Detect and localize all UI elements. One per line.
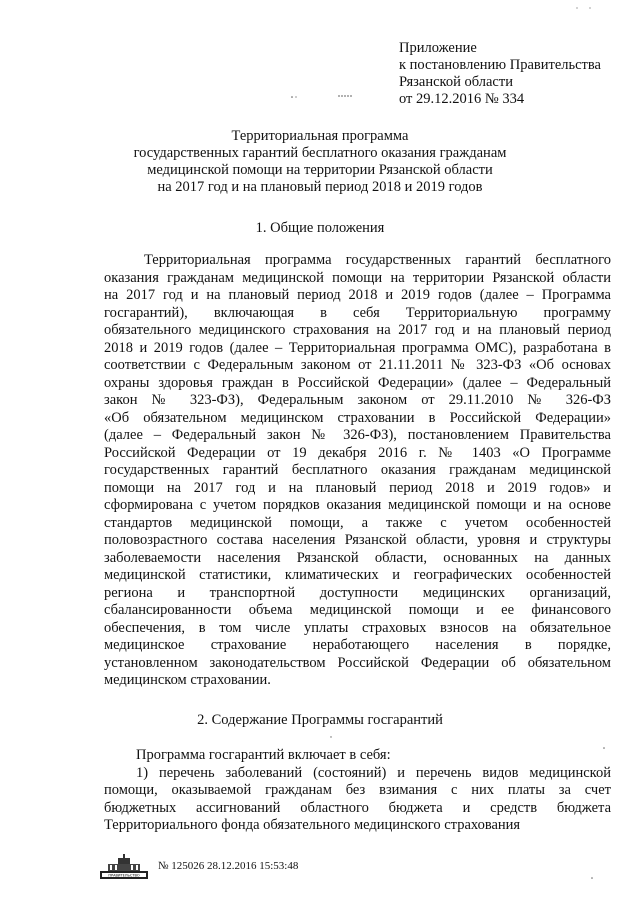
appendix-line: к постановлению Правительства — [399, 57, 601, 73]
text-line: обеспечения, в том числе уплаты страховых взносов на обязательное — [104, 619, 611, 636]
text-line: обязательного медицинского страхования на 2017 год и на плановый период — [104, 322, 611, 338]
appendix-block — [399, 40, 601, 108]
section-1-text — [104, 252, 611, 690]
text-line: медицинской статистики, климатических и географических особенностей — [104, 567, 611, 583]
text-line: «Об обязательном медицинском страховании в Российской Федерации» — [104, 409, 611, 426]
text-line: охраны здоровья граждан в Российской Федерации» (далее – Федеральный — [104, 374, 611, 391]
text-line: медицинском страховании. — [104, 672, 271, 688]
text-line: госгарантий), включающая в себя Территориальную программу — [104, 304, 611, 321]
title-line: Территориальная программа — [231, 128, 409, 144]
text-line: стандартов медицинской помощи, а также с учетом особенностей — [104, 514, 611, 531]
text-line: закон № 323-ФЗ), Федеральным законом от 29.11.2010 № 326-ФЗ — [104, 392, 611, 408]
appendix-line: Приложение — [399, 40, 477, 56]
title-line: государственных гарантий бесплатного оказания гражданам — [133, 145, 507, 161]
text-line: оказания гражданам медицинской помощи на территории Рязанской области — [104, 269, 611, 286]
text-line: 1) перечень заболеваний (состояний) и перечень видов медицинской — [136, 764, 611, 781]
section-2-heading: 2. Содержание Программы госгарантий — [197, 712, 443, 728]
text-line: региона и транспортной доступности медицинских организаций, — [104, 584, 611, 601]
text-line: государственных гарантий бесплатного оказания гражданам медицинской — [104, 462, 611, 478]
text-line: Российской Федерации от 19 декабря 2016 г. № 1403 «О Программе — [104, 444, 611, 461]
government-building-logo — [100, 853, 148, 879]
text-line: помощи на 2017 год и на плановый период 2018 и 2019 годов» и — [104, 479, 611, 496]
document-title — [100, 128, 540, 196]
logo-text: ПРАВИТЕЛЬСТВО — [108, 873, 140, 878]
title-line: на 2017 год и на плановый период 2018 и 2019 годов — [157, 179, 483, 195]
text-line: Программа госгарантий включает в себя: — [136, 747, 391, 763]
text-line: бюджетных ассигнований областного бюджета и средств бюджета — [104, 799, 611, 816]
text-line: сбалансированности объема медицинской помощи и ее финансового — [104, 602, 611, 618]
footer-stamp — [100, 852, 298, 880]
text-line: (далее – Федеральный закон № 326-ФЗ), постановлением Правительства — [104, 427, 611, 443]
text-line: сформирована с учетом порядков оказания медицинской помощи и на основе — [104, 497, 611, 513]
section-2-text — [104, 747, 611, 835]
title-line: медицинской помощи на территории Рязанской области — [147, 162, 493, 178]
text-line: на 2017 год и на плановый период 2018 и 2019 годов (далее – Программа — [104, 287, 611, 303]
text-line: заболеваемости населения Рязанской области, основанных на данных — [104, 549, 611, 566]
appendix-line: от 29.12.2016 № 334 — [399, 91, 525, 107]
appendix-line: Рязанской области — [399, 74, 513, 90]
text-line: Территориальная программа государственных гарантий бесплатного — [144, 252, 611, 268]
text-line: соответствии с Федеральным законом от 21.11.2011 № 323-ФЗ «Об основах — [104, 357, 611, 373]
section-1-heading: 1. Общие положения — [255, 220, 385, 236]
text-line: половозрастного состава населения Рязанской области, уровня и структуры — [104, 532, 611, 548]
text-line: медицинское страхование неработающего населения в порядке, — [104, 637, 611, 653]
text-line: 2018 и 2019 годов (далее – Территориальная программа ОМС), разработана в — [104, 339, 611, 356]
text-line: установленном законодательством Российской Федерации об обязательном — [104, 654, 611, 671]
text-line: помощи, оказываемой гражданам без взимания с них платы за счет — [104, 782, 611, 798]
text-line: Территориального фонда обязательного медицинского страхования — [104, 817, 521, 833]
registration-stamp: № 125026 28.12.2016 15:53:48 — [158, 860, 299, 872]
